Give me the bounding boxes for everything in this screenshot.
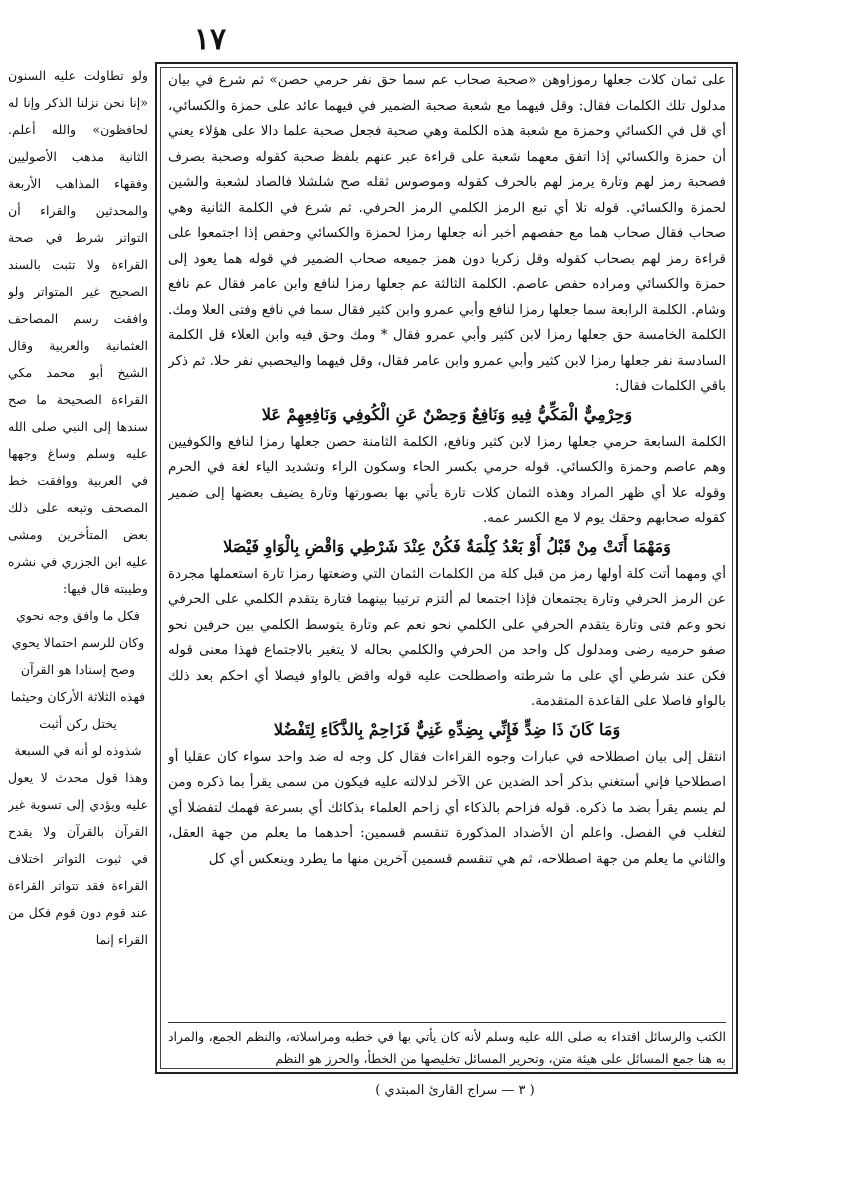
poem-verse: وَمَهْمَا أَتَتْ مِنْ قَبْلُ أَوْ بَعْدُ كِلْمَةٌ فَكُنْ عِنْدَ شَرْطِي وَاقْضِ بِالْوَاوِ فَيْصَلا	[223, 536, 671, 556]
book-title-signature: ( ٣ — سراج القارئ المبتدي )	[375, 1083, 535, 1098]
main-paragraph: الكلمة السابعة حرمي جعلها رمزا لابن كثير ونافع، الكلمة الثامنة حصن جعلها رمزا لنافع والكوفيين وهم عاصم وحمزة والكسائي. قوله حرمي بكسر الحاء وسكون الراء وتشديد الياء لغة في الحرم وقوله علا أي ظهر المراد وهذه الثمان كلات تارة يأتي بها بصورتها وتارة يضيف بعضها إلى ضمير كقوله صحابهم وحقك يوم لا مع الكسر عمه.	[168, 433, 726, 526]
main-paragraph: على ثمان كلات جعلها رموزاوهن «صحبة صحاب عم سما حق نفر حرمي حصن» ثم شرع في بيان مدلول تلك الكلمات فقال: وقل فيهما مع شعبة صحبة الضمير في فيهما عائد على حمزة والكسائي، أي قل في الكسائي وحمزة مع شعبة هذه الكلمة وهي صحبة فجعل صحبة علما دالا على هؤلاء يعني أن حمزة والكسائي إذا اتفق معهما شعبة على قراءة عبر عنهم بلفظ صحبة كقوله وصحبة بصرف فصحبة رمز لهم وتارة يرمز لهم بالحرف كقوله وموصوس ثقله صح شلشلا فالصاد لشعبة والشين لحمزة والكسائي. قوله تلا أي تبع الرمز الكلمي الرمز الحرفي. ثم شرع في الكلمة الثانية وهي صحاب فقال صحاب هما مع حفصهم أخبر أنه جعلها رمزا لحمزة والكسائي وحفص إذا اجتمعوا على قراءة رمز لهم بصحاب كقوله وقل زكريا دون همز جميعه صحاب الضمير في قوله هما يعود إلى حمزة والكسائي ومراده حفص عاصم. الكلمة الثالثة عم جعلها رمزا لنافع وابن عامر فقال عم نافع وشام. الكلمة الرابعة سما جعلها رمزا لنافع وأبي عمرو وابن كثير فقال سما في نافع وفتى العلا ومك. الكلمة الخامسة حق جعلها رمزا لابن كثير وأبي عمرو فقال * ومك وحق فيه وابن العلاء قل الكلمة السادسة نفر جعلها رمزا لابن كثير وأبي عمرو وابن عامر فقال، وقل فيهما واليحصبي نفر حلا. ثم ذكر باقي الكلمات فقال:	[168, 72, 726, 394]
main-text-block	[168, 68, 726, 946]
page-number: ١٧	[193, 22, 227, 57]
side-commentary	[8, 62, 148, 1074]
side-paragraph: ولو تطاولت عليه السنون «إنا نحن نزلنا الذكر وإنا له لحافظون» والله أعلم. الثانية مذهب الأصوليين وفقهاء المذاهب الأربعة والمحدثين والقراء أن التواتر شرط في صحة القراءة ولا تثبت بالسند الصحيح غير المتواتر ولو وافقت رسم المصاحف العثمانية والعربية وقال الشيخ أبو محمد مكي القراءة الصحيحة ما صح سندها إلى النبي صلى الله عليه وسلم وساغ وجهها في العربية ووافقت خط المصحف وتبعه على ذلك بعض المتأخرين ومشى عليه ابن الجزري في نشره وطيبته قال فيها:	[8, 68, 148, 596]
poem-verse: وَحِرْمِيٌّ الْمَكِّيُّ فِيهِ وَنَافِعٌ وَحِصْنٌ عَنِ الْكُوفِي وَنَافِعِهِمْ عَلا	[261, 404, 633, 424]
footnote-divider	[168, 1022, 726, 1023]
side-verse: شذوذه لو أنه في السبعة	[14, 743, 142, 758]
main-paragraph: انتقل إلى بيان اصطلاحه في عبارات وجوه القراءات فقال كل وجه له ضد واحد سواء كان عقليا أو اصطلاحيا فإني أستغني بذكر أحد الضدين عن الآخر لدلالته عليه فيكون من سمى يقرأ بما ذكره ومن لم يسم يقرأ بضد ما ذكره. قوله فزاحم بالذكاء أي زاحم العلماء بذكائك أي بسرعة فهمك لتفضلا أي لتغلب في الفصل. واعلم أن الأضداد المذكورة تنقسم قسمين: أحدهما ما يعلم من جهة العقل، والثاني ما يعلم من جهة اصطلاحه، ثم هي تنقسم قسمين آخرين منها ما يطرد وينعكس أي كل	[168, 748, 726, 867]
side-paragraph: وهذا قول محدث لا يعول عليه ويؤدي إلى تسوية غير القرآن بالقرآن ولا يقدح في ثبوت التواتر اختلاف القراءة فقد تتواتر القراءة عند قوم دون قوم فكل من القراء إنما	[8, 770, 148, 947]
side-verse: وصح إسنادا هو القرآن	[20, 662, 136, 677]
poem-verse: وَمَا كَانَ ذَا ضِدٍّ فَإِنِّي بِضِدِّهِ غَنِيٌّ فَزَاحِمْ بِالذَّكَاءِ لِتَفْضُلا	[273, 719, 621, 739]
main-paragraph: أي ومهما أتت كلة أولها رمز من قبل كلة من الكلمات الثمان التي وضعتها رمزا تارة استعملها مجردة عن الرمز الحرفي وتارة يجتمعان فإذا اجتمعا لم ألتزم ترتيبا بينهما فتارة يتقدم الكلمي على الحرفي نحو وعم فتى وتارة يتقدم الحرفي على الكلمي نحو نعم عم وتارة يتوسط الكلمي بين حرفين نحو صفو حرميه رضى ومدلول كل واحد من الحرفي والكلمي بحاله لا يتغير بالاجتماع فهذا معنى قوله فكن عند شرطي أي على ما شرطته واصطلحت عليه قوله واقض بالواو فيصلا أي احكم بعد ذلك بالواو فاصلا على القاعدة المتقدمة.	[168, 565, 726, 709]
footnote: الكتب والرسائل اقتداء به صلى الله عليه وسلم لأنه كان يأتي بها في خطبه ومراسلاته، والنظم الجمع، والمراد به هنا جمع المسائل على هيئة متن، وتحرير المسائل تخليصها من الخطأ، والحرز هو النظم	[168, 1029, 726, 1066]
side-verse: فهذه الثلاثة الأركان وحيثما يختل ركن أثبت	[10, 689, 146, 731]
side-verse: فكل ما وافق وجه نحوي وكان للرسم احتمالا يحوي	[11, 608, 145, 650]
